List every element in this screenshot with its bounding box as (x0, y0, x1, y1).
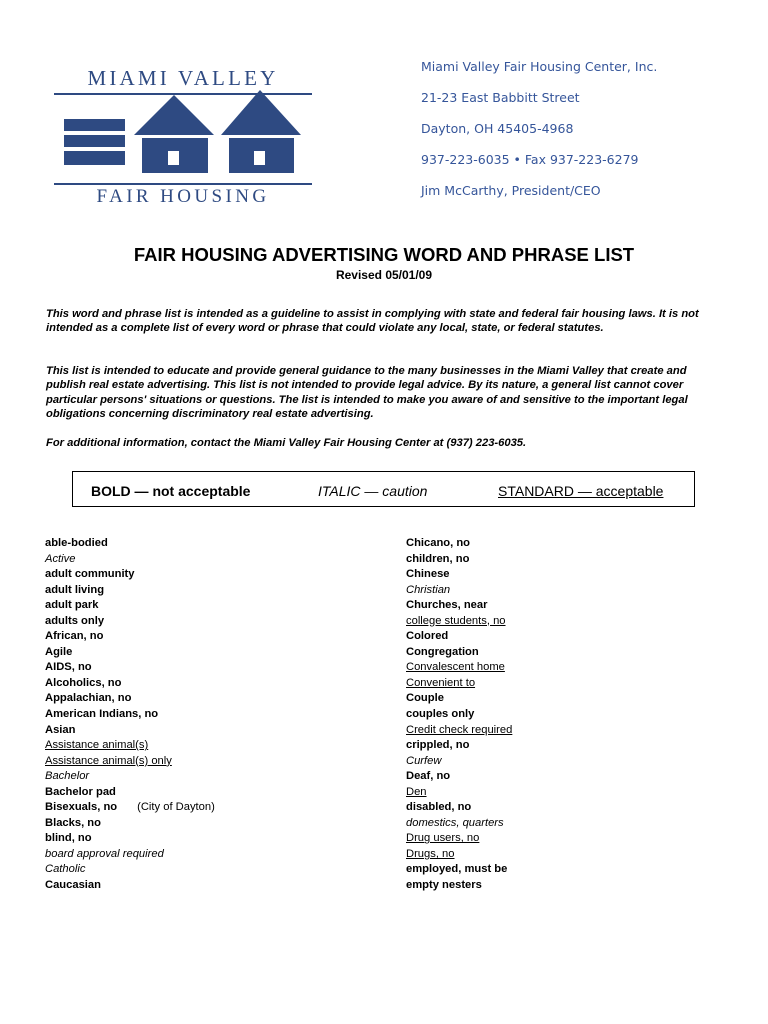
word-entry: Asian (45, 723, 76, 736)
word-entry: Appalachian, no (45, 692, 132, 705)
word-entry: Christian (406, 583, 451, 596)
document-title: FAIR HOUSING ADVERTISING WORD AND PHRASE LIST (133, 244, 635, 265)
word-entry: board approval required (45, 847, 164, 860)
word-entry: Bachelor (45, 770, 90, 783)
legend-bold: BOLD — not acceptable (91, 483, 251, 499)
word-entry: Drug users, no (406, 832, 480, 845)
word-entry: Catholic (45, 863, 86, 876)
word-entry: Active (45, 552, 76, 565)
word-entry: domestics, quarters (406, 816, 504, 829)
word-entry: Churches, near (406, 599, 488, 612)
word-entry: Alcoholics, no (45, 676, 122, 689)
word-entry: blind, no (45, 832, 92, 845)
houses-logo-icon (64, 90, 302, 180)
logo-top-text: MIAMI VALLEY (87, 66, 279, 90)
style-legend (72, 471, 695, 507)
word-entry: Deaf, no (406, 770, 451, 783)
word-entry: Chinese (406, 568, 450, 581)
contact-paragraph: For additional information, contact the Miami Valley Fair Housing Center at (937) 223-6035. (46, 437, 527, 449)
miami-valley-fair-housing-logo (52, 60, 314, 212)
word-entry: adult park (45, 599, 99, 612)
address-line: Miami Valley Fair Housing Center, Inc. (421, 59, 658, 74)
word-entry: Convenient to (406, 676, 476, 689)
intro-paragraph: This word and phrase list is intended as a guideline to assist in complying with state and federal fair housing laws. It is not intended as a complete list of every word or phrase that could violate any local, state, or federal statutes. (46, 308, 699, 335)
address-line: Dayton, OH 45405-4968 (421, 121, 574, 136)
word-entry: Caucasian (45, 879, 101, 892)
logo-bottom-rule (54, 183, 312, 185)
address-line: 21-23 East Babbitt Street (421, 90, 580, 105)
word-entry: Congregation (406, 645, 479, 658)
address-line: Jim McCarthy, President/CEO (421, 183, 601, 198)
word-entry: Curfew (406, 754, 442, 767)
address-line: 937-223-6035 • Fax 937-223-6279 (421, 152, 639, 167)
organization-address (421, 57, 657, 212)
word-entry: Assistance animal(s) (45, 739, 149, 752)
word-entry: children, no (406, 552, 470, 565)
word-entry: Bachelor pad (45, 785, 116, 798)
word-entry: college students, no (406, 614, 506, 627)
word-entry: Drugs, no (406, 847, 455, 860)
word-entry: empty nesters (406, 879, 482, 892)
word-entry (45, 800, 385, 816)
word-entry: Chicano, no (406, 537, 471, 549)
legend-italic: ITALIC — caution (318, 483, 428, 499)
word-entry: Convalescent home (406, 661, 505, 674)
word-list-right (406, 536, 746, 894)
revision-date: Revised 05/01/09 (335, 268, 433, 282)
intro-paragraph: This list is intended to educate and provide general guidance to the many businesses in the Miami Valley that create and publish real estate advertising. This list is not intended to provide legal advice. By its nature, a general list cannot cover particular persons' situations or questions. The list is intended to make you aware of and sensitive to the important legal obligations concerning discriminatory real estate advertising. (46, 365, 688, 420)
word-entry: Assistance animal(s) only (45, 754, 172, 767)
word-entry: employed, must be (406, 863, 508, 876)
word-entry: Credit check required (406, 723, 513, 736)
word-entry: Blacks, no (45, 816, 101, 829)
word-entry: Colored (406, 630, 449, 643)
word-entry: Couple (406, 692, 444, 705)
word-entry: African, no (45, 630, 104, 643)
legend-standard: STANDARD — acceptable (498, 483, 664, 499)
logo-bottom-text: FAIR HOUSING (96, 186, 270, 207)
word-entry: adult community (45, 568, 135, 581)
word-entry-text: Bisexuals, no (45, 801, 118, 814)
word-entry: AIDS, no (45, 661, 92, 674)
word-entry-note: (City of Dayton) (137, 801, 215, 814)
word-entry: able-bodied (45, 537, 108, 549)
word-entry: disabled, no (406, 801, 472, 814)
word-entry: couples only (406, 708, 475, 721)
word-entry: adults only (45, 614, 105, 627)
word-entry: Den (406, 785, 427, 798)
word-entry: American Indians, no (45, 708, 159, 721)
word-list-left (45, 536, 385, 894)
word-entry: Agile (45, 645, 73, 658)
word-entry: adult living (45, 583, 105, 596)
word-entry: crippled, no (406, 739, 470, 752)
